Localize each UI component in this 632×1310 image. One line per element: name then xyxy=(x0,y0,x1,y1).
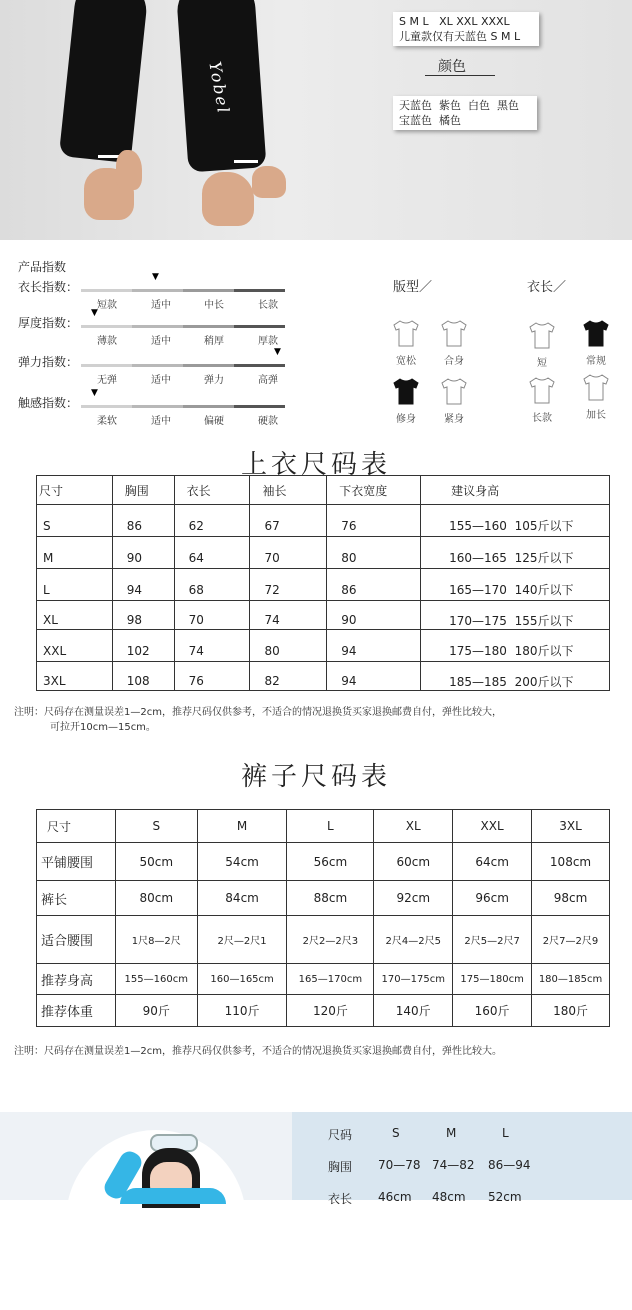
kids-size-cell: 74—82 xyxy=(432,1158,475,1172)
kids-size-cell: 52cm xyxy=(488,1190,522,1204)
table-row-label: 推荐身高 xyxy=(37,964,116,995)
pants-table-note: 注明：尺码存在测量误差1—2cm，推荐尺码仅供参考，不适合的情况退换货买家退换邮费自付，弹性比较大。 xyxy=(14,1046,502,1057)
index-bar xyxy=(81,364,285,367)
index-marker: ▼ xyxy=(274,347,281,357)
index-bar-segment xyxy=(132,364,183,367)
index-tick-label: 适中 xyxy=(151,375,171,386)
table-cell: 98 xyxy=(112,601,174,630)
table-header-cell: 下衣宽度 xyxy=(327,476,421,505)
table-cell: M xyxy=(37,537,113,569)
shirt-icon xyxy=(527,320,557,350)
table-cell: 80 xyxy=(327,537,421,569)
table-cell: 72 xyxy=(250,569,327,601)
table-cell: 90斤 xyxy=(115,995,197,1027)
top-size-table xyxy=(36,475,610,691)
table-cell: 185—185 200斤以下 xyxy=(421,662,610,691)
table-cell: 74 xyxy=(250,601,327,630)
table-cell: 50cm xyxy=(115,843,197,881)
shirt-label: 合身 xyxy=(444,356,464,367)
table-cell: 84cm xyxy=(197,881,287,916)
top-table-note-line2: 可拉开10cm—15cm。 xyxy=(50,722,156,733)
table-cell: 80 xyxy=(250,630,327,662)
table-row-label: 平铺腰围 xyxy=(37,843,116,881)
table-cell: 175—180cm xyxy=(453,964,532,995)
table-cell: 170—175cm xyxy=(374,964,453,995)
table-header-cell: 建议身高 xyxy=(421,476,610,505)
size-card xyxy=(393,12,539,46)
table-cell: 110斤 xyxy=(197,995,287,1027)
index-row-label: 弹力指数： xyxy=(18,355,79,369)
table-cell: 2尺—2尺1 xyxy=(197,916,287,964)
shirt-label: 宽松 xyxy=(396,356,416,367)
table-cell: 3XL xyxy=(37,662,113,691)
table-cell: 76 xyxy=(327,505,421,537)
table-cell: 56cm xyxy=(287,843,374,881)
color-underline xyxy=(425,75,495,76)
table-header-row xyxy=(37,810,610,843)
color-card-line1: 天蓝色 紫色 白色 黑色 xyxy=(399,99,519,112)
index-row-label: 触感指数： xyxy=(18,396,79,410)
index-bar-segment xyxy=(81,289,132,292)
index-tick-label: 稍厚 xyxy=(204,336,224,347)
table-header-cell: M xyxy=(197,810,287,843)
index-marker: ▼ xyxy=(151,272,159,282)
table-cell: 102 xyxy=(112,630,174,662)
table-header-cell: 袖长 xyxy=(250,476,327,505)
table-header-cell: 衣长 xyxy=(174,476,250,505)
table-cell: L xyxy=(37,569,113,601)
kid-shirt xyxy=(120,1188,226,1204)
table-row xyxy=(37,630,610,662)
index-tick-label: 薄款 xyxy=(97,336,117,347)
table-row xyxy=(37,662,610,691)
table-row xyxy=(37,537,610,569)
top-table-title: 上衣尺码表 xyxy=(240,450,391,480)
kids-size-cell: 46cm xyxy=(378,1190,412,1204)
shirt-label: 修身 xyxy=(396,414,416,425)
table-cell: S xyxy=(37,505,113,537)
table-row xyxy=(37,995,610,1027)
table-cell: 180—185cm xyxy=(532,964,610,995)
kids-size-cell: 胸围 xyxy=(328,1160,353,1174)
fit-title: 版型／ xyxy=(393,280,433,295)
index-bar-segment xyxy=(234,364,285,367)
table-cell: 82 xyxy=(250,662,327,691)
table-header-cell: 尺寸 xyxy=(37,810,116,843)
kids-size-cell: L xyxy=(502,1126,509,1140)
right-foot xyxy=(202,172,254,226)
index-tick-label: 适中 xyxy=(151,336,171,347)
table-row-label: 适合腰围 xyxy=(37,916,116,964)
table-cell: 2尺7—2尺9 xyxy=(532,916,610,964)
index-tick-label: 适中 xyxy=(151,416,171,427)
index-bar-segment xyxy=(81,364,132,367)
index-row-label: 厚度指数： xyxy=(18,316,79,330)
shirt-icon xyxy=(527,375,557,405)
index-tick-label: 适中 xyxy=(151,300,171,311)
table-header-cell: S xyxy=(115,810,197,843)
table-cell: 64 xyxy=(174,537,250,569)
table-cell: 70 xyxy=(250,537,327,569)
table-cell: 74 xyxy=(174,630,250,662)
table-cell: XL xyxy=(37,601,113,630)
shirt-icon xyxy=(391,318,421,348)
table-cell: 120斤 xyxy=(287,995,374,1027)
table-cell: 94 xyxy=(112,569,174,601)
table-row xyxy=(37,505,610,537)
table-row xyxy=(37,916,610,964)
table-cell: 165—170cm xyxy=(287,964,374,995)
table-cell: 94 xyxy=(327,630,421,662)
shirt-icon xyxy=(439,318,469,348)
index-marker: ▼ xyxy=(91,388,98,398)
kids-size-cell: 86—94 xyxy=(488,1158,531,1172)
table-cell: 60cm xyxy=(374,843,453,881)
index-bar-segment xyxy=(183,289,234,292)
table-cell: 62 xyxy=(174,505,250,537)
index-tick-label: 高弹 xyxy=(258,375,278,386)
table-cell: 108cm xyxy=(532,843,610,881)
table-header-cell: 胸围 xyxy=(112,476,174,505)
kids-size-cell: 尺码 xyxy=(328,1128,353,1142)
color-card-line2: 宝蓝色 橘色 xyxy=(399,114,461,127)
table-cell: 98cm xyxy=(532,881,610,916)
table-cell: 140斤 xyxy=(374,995,453,1027)
index-row-label: 衣长指数： xyxy=(18,280,79,294)
table-row-label: 裤长 xyxy=(37,881,116,916)
table-row xyxy=(37,843,610,881)
table-cell: 86 xyxy=(112,505,174,537)
table-cell: 54cm xyxy=(197,843,287,881)
product-index-title: 产品指数 xyxy=(18,260,67,274)
index-tick-label: 长款 xyxy=(258,300,278,311)
table-row xyxy=(37,601,610,630)
shirt-icon xyxy=(581,318,611,348)
index-bar-segment xyxy=(81,325,132,328)
table-cell: 80cm xyxy=(115,881,197,916)
index-tick-label: 柔软 xyxy=(97,416,117,427)
table-cell: 155—160cm xyxy=(115,964,197,995)
table-cell: 64cm xyxy=(453,843,532,881)
color-card xyxy=(393,96,537,130)
table-cell: 155—160 105斤以下 xyxy=(421,505,610,537)
table-cell: 86 xyxy=(327,569,421,601)
kids-size-cell: M xyxy=(446,1126,457,1140)
table-header-cell: 尺寸 xyxy=(37,476,113,505)
kids-size-cell: 衣长 xyxy=(328,1192,353,1206)
index-tick-label: 厚款 xyxy=(258,336,278,347)
brand-logo: Yobel xyxy=(205,60,234,117)
table-cell: XXL xyxy=(37,630,113,662)
color-title: 颜色 xyxy=(438,59,466,75)
kids-size-cell: 48cm xyxy=(432,1190,466,1204)
table-header-cell: L xyxy=(287,810,374,843)
table-cell: 175—180 180斤以下 xyxy=(421,630,610,662)
index-tick-label: 无弹 xyxy=(97,375,117,386)
shirt-label: 紧身 xyxy=(444,414,464,425)
table-cell: 180斤 xyxy=(532,995,610,1027)
index-bar xyxy=(81,289,285,292)
table-cell: 2尺5—2尺7 xyxy=(453,916,532,964)
right-foot-2 xyxy=(252,166,286,198)
table-row xyxy=(37,569,610,601)
table-header-cell: XL xyxy=(374,810,453,843)
table-cell: 76 xyxy=(174,662,250,691)
table-cell: 90 xyxy=(112,537,174,569)
shirt-icon xyxy=(581,372,611,402)
table-header-cell: 3XL xyxy=(532,810,610,843)
table-cell: 2尺2—2尺3 xyxy=(287,916,374,964)
left-foot-2 xyxy=(116,150,142,190)
kids-size-cell: 70—78 xyxy=(378,1158,421,1172)
shirt-icon xyxy=(439,376,469,406)
shirt-label: 短 xyxy=(537,358,547,369)
kids-size-cell: S xyxy=(392,1126,400,1140)
index-bar-segment xyxy=(234,325,285,328)
index-bar-segment xyxy=(132,289,183,292)
table-row xyxy=(37,964,610,995)
table-cell: 160—165 125斤以下 xyxy=(421,537,610,569)
table-cell: 1尺8—2尺 xyxy=(115,916,197,964)
index-bar-segment xyxy=(132,405,183,408)
right-leg-stripe xyxy=(234,160,258,163)
table-row-label: 推荐体重 xyxy=(37,995,116,1027)
table-cell: 92cm xyxy=(374,881,453,916)
table-row xyxy=(37,881,610,916)
table-cell: 160—165cm xyxy=(197,964,287,995)
shirt-icon xyxy=(391,376,421,406)
table-cell: 90 xyxy=(327,601,421,630)
table-cell: 2尺4—2尺5 xyxy=(374,916,453,964)
size-card-line1: S M L XL XXL XXXL xyxy=(399,15,510,28)
top-table-note-line1: 注明：尺码存在测量误差1—2cm，推荐尺码仅供参考，不适合的情况退换货买家退换邮费自付，弹性比较大， xyxy=(14,707,502,718)
table-cell: 108 xyxy=(112,662,174,691)
length-title: 衣长／ xyxy=(527,280,567,295)
index-tick-label: 中长 xyxy=(204,300,224,311)
index-tick-label: 偏硬 xyxy=(204,416,224,427)
shirt-label: 常规 xyxy=(586,356,606,367)
index-bar xyxy=(81,325,285,328)
size-card-line2: 儿童款仅有天蓝色 S M L xyxy=(399,30,521,43)
table-cell: 165—170 140斤以下 xyxy=(421,569,610,601)
index-tick-label: 弹力 xyxy=(204,375,224,386)
top-table-note xyxy=(14,705,624,735)
index-bar-segment xyxy=(81,405,132,408)
pants-size-table xyxy=(36,809,610,1027)
index-bar-segment xyxy=(183,405,234,408)
table-cell: 94 xyxy=(327,662,421,691)
index-bar-segment xyxy=(132,325,183,328)
product-photo xyxy=(0,0,632,240)
index-bar-segment xyxy=(183,364,234,367)
index-tick-label: 短款 xyxy=(97,300,117,311)
table-cell: 70 xyxy=(174,601,250,630)
table-cell: 160斤 xyxy=(453,995,532,1027)
table-cell: 170—175 155斤以下 xyxy=(421,601,610,630)
table-cell: 67 xyxy=(250,505,327,537)
index-bar-segment xyxy=(234,405,285,408)
index-tick-label: 硬款 xyxy=(258,416,278,427)
table-cell: 68 xyxy=(174,569,250,601)
table-header-row xyxy=(37,476,610,505)
table-header-cell: XXL xyxy=(453,810,532,843)
shirt-label: 加长 xyxy=(586,410,606,421)
table-cell: 96cm xyxy=(453,881,532,916)
index-bar xyxy=(81,405,285,408)
table-cell: 88cm xyxy=(287,881,374,916)
pants-table-title: 裤子尺码表 xyxy=(240,762,391,792)
index-bar-segment xyxy=(234,289,285,292)
index-marker: ▼ xyxy=(91,308,98,318)
shirt-label: 长款 xyxy=(532,413,552,424)
index-bar-segment xyxy=(183,325,234,328)
